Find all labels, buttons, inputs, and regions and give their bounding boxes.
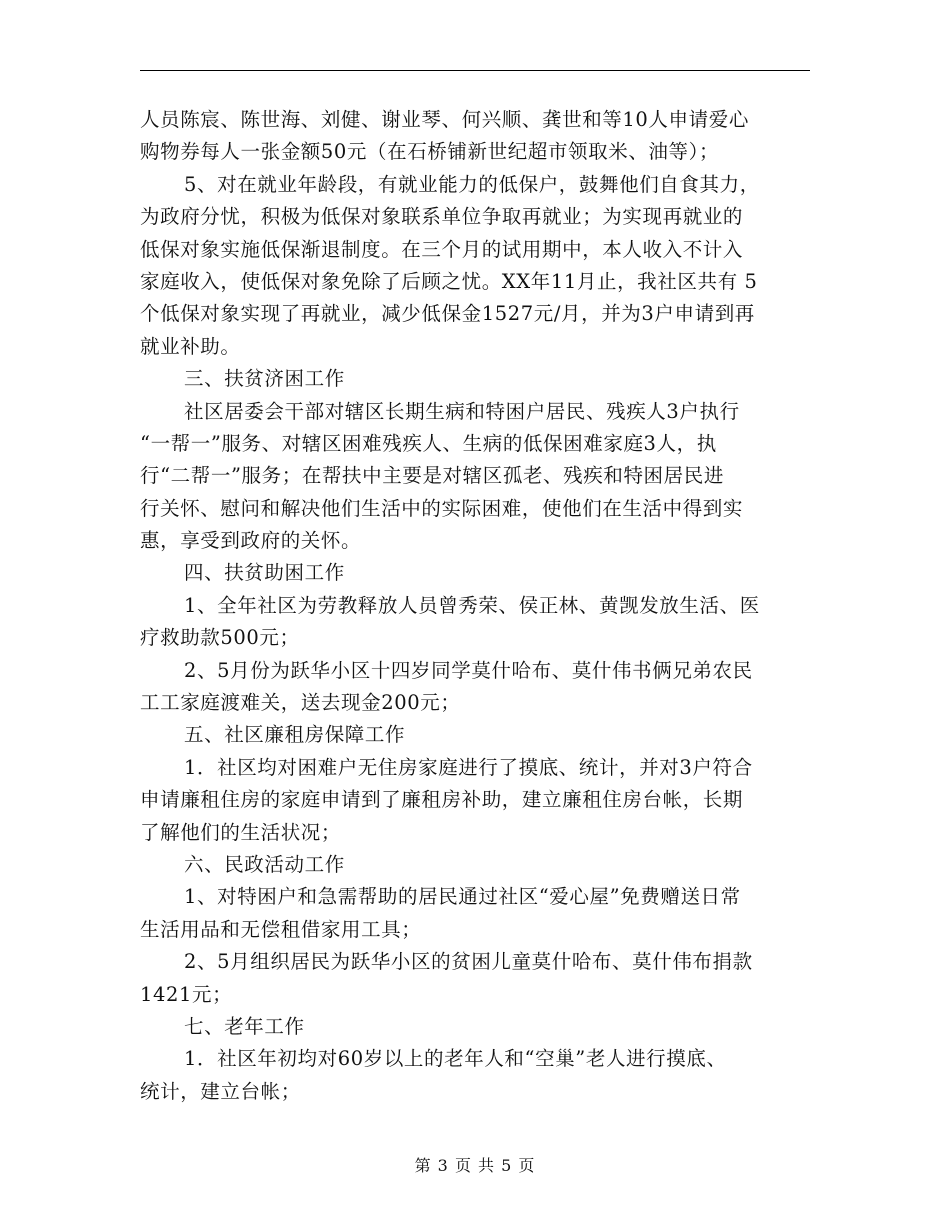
page-footer: 第 3 页 共 5 页 xyxy=(414,1156,536,1175)
text-line: 1．社区均对困难户无住房家庭进行了摸底、统计，并对3户符合 xyxy=(184,755,753,779)
text-line: 低保对象实施低保渐退制度。在三个月的试用期中，本人收入不计入 xyxy=(140,237,744,261)
text-line: 1、对特困户和急需帮助的居民通过社区“爱心屋”免费赠送日常 xyxy=(184,885,741,909)
text-line: 1、全年社区为劳教释放人员曾秀荣、侯正林、黄觊发放生活、医 xyxy=(184,593,760,617)
text-line: 1．社区年初均对60岁以上的老年人和“空巢”老人进行摸底、 xyxy=(184,1047,727,1071)
text-line: 为政府分忧，积极为低保对象联系单位争取再就业；为实现再就业的 xyxy=(140,205,744,229)
section-heading: 四、扶贫助困工作 xyxy=(184,561,345,585)
text-line: 家庭收入，使低保对象免除了后顾之忧。XX年11月止，我社区共有 5 xyxy=(140,269,758,293)
header-rule xyxy=(140,70,810,71)
text-line: 2、5月份为跃华小区十四岁同学莫什哈布、莫什伟书俩兄弟农民 xyxy=(184,658,753,682)
text-line: 就业补助。 xyxy=(140,334,241,358)
text-line: 统计，建立台帐； xyxy=(140,1079,301,1103)
section-heading: 五、社区廉租房保障工作 xyxy=(184,723,406,747)
text-line: 行“二帮一”服务；在帮扶中主要是对辖区孤老、残疾和特困居民进 xyxy=(140,464,724,488)
section-heading: 六、民政活动工作 xyxy=(184,852,345,876)
text-line: 申请廉租住房的家庭申请到了廉租房补助，建立廉租住房台帐，长期 xyxy=(140,788,744,812)
text-line: 惠，享受到政府的关怀。 xyxy=(140,529,362,553)
text-line: 5、对在就业年龄段，有就业能力的低保户，鼓舞他们自食其力， xyxy=(184,172,760,196)
text-line: 人员陈宸、陈世海、刘健、谢业琴、何兴顺、龚世和等10人申请爱心 xyxy=(140,108,749,131)
text-line: 个低保对象实现了再就业，减少低保金1527元/月，并为3户申请到再 xyxy=(140,302,755,326)
section-heading: 三、扶贫济困工作 xyxy=(184,367,345,391)
text-line: 2、5月组织居民为跃华小区的贫困儿童莫什哈布、莫什伟布捐款 xyxy=(184,950,753,974)
text-line: 了解他们的生活状况； xyxy=(140,820,342,844)
text-line: “一帮一”服务、对辖区困难残疾人、生病的低保困难家庭3人，执 xyxy=(140,431,717,455)
text-line: 生活用品和无偿租借家用工具； xyxy=(140,917,422,941)
text-line: 购物券每人一张金额50元（在石桥铺新世纪超市领取米、油等）； xyxy=(140,140,720,164)
text-line: 1421元； xyxy=(140,982,233,1006)
text-line: 疗救助款500元； xyxy=(140,626,300,650)
text-line: 工工家庭渡难关，送去现金200元； xyxy=(140,691,461,715)
text-line: 行关怀、慰问和解决他们生活中的实际困难，使他们在生活中得到实 xyxy=(140,496,744,520)
section-heading: 七、老年工作 xyxy=(184,1014,305,1038)
text-line: 社区居委会干部对辖区长期生病和特困户居民、残疾人3户执行 xyxy=(184,399,740,423)
document-body xyxy=(140,104,812,1108)
